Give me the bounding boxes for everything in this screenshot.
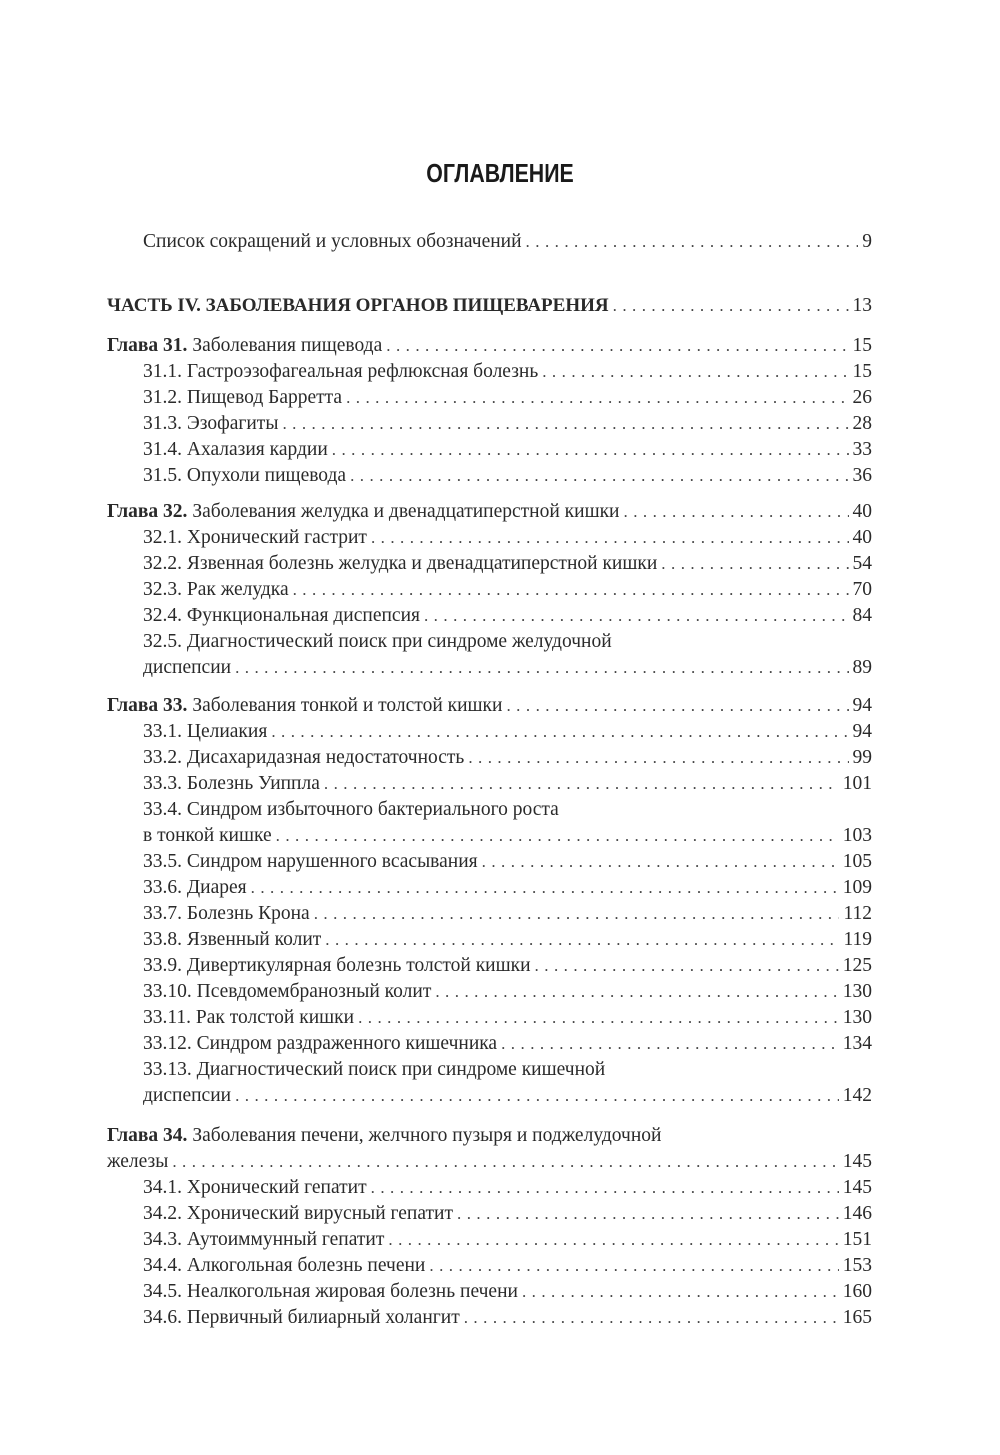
toc-page-number: 103: [842, 825, 872, 846]
toc-page-number: 165: [842, 1307, 872, 1328]
toc-page-number: 15: [852, 335, 872, 356]
section-label: 33.12. Синдром раздраженного кишечника: [143, 1031, 501, 1057]
toc-page-number: 15: [852, 361, 872, 382]
section-label: 34.4. Алкогольная болезнь печени: [143, 1253, 429, 1279]
dot-leader: [271, 719, 848, 745]
chapter-title-continuation: железы: [107, 1149, 172, 1175]
section-label: 33.5. Синдром нарушенного всасывания: [143, 849, 482, 875]
toc-entry-abbreviations[interactable]: [143, 229, 872, 255]
section-label: 31.1. Гастроэзофагеальная рефлюксная болезнь: [143, 359, 542, 385]
chapter-title: Заболевания тонкой и толстой кишки: [192, 695, 503, 716]
toc-section-31-3[interactable]: [143, 411, 872, 437]
toc-page-number: 13: [852, 295, 872, 316]
dot-leader: [457, 1201, 839, 1227]
dot-leader: [482, 849, 839, 875]
dot-leader: [235, 1083, 839, 1109]
toc-section-32-2[interactable]: [143, 551, 872, 577]
dot-leader: [468, 745, 848, 771]
toc-page-number: 89: [852, 657, 872, 678]
section-label: 33.2. Дисахаридазная недостаточность: [143, 745, 468, 771]
toc-page-number: 125: [842, 955, 872, 976]
toc-section-33-1[interactable]: [143, 719, 872, 745]
toc-page-number: 134: [842, 1033, 872, 1054]
toc-section-32-5-cont[interactable]: [143, 655, 872, 681]
dot-leader: [424, 603, 849, 629]
toc-page-number: 84: [852, 605, 872, 626]
toc-section-33-13[interactable]: 33.13. Диагностический поиск при синдроме кишечной: [143, 1059, 606, 1080]
toc-page-number: 145: [842, 1177, 872, 1198]
toc-section-34-6[interactable]: [143, 1305, 872, 1331]
section-label: 34.6. Первичный билиарный холангит: [143, 1305, 464, 1331]
dot-leader: [314, 901, 840, 927]
toc-page-number: 99: [852, 747, 872, 768]
toc-entry-label: Список сокращений и условных обозначений: [143, 229, 526, 255]
dot-leader: [526, 229, 859, 255]
toc-page-number: 105: [842, 851, 872, 872]
toc-section-34-1[interactable]: [143, 1175, 872, 1201]
section-label: 34.5. Неалкогольная жировая болезнь печени: [143, 1279, 522, 1305]
dot-leader: [325, 927, 839, 953]
toc-part-iv[interactable]: [107, 293, 872, 319]
toc-section-33-7[interactable]: [143, 901, 872, 927]
section-label: 33.6. Диарея: [143, 875, 251, 901]
toc-section-32-4[interactable]: [143, 603, 872, 629]
toc-section-34-3[interactable]: [143, 1227, 872, 1253]
toc-section-34-5[interactable]: [143, 1279, 872, 1305]
toc-section-33-8[interactable]: [143, 927, 872, 953]
section-label-continuation: диспепсии: [143, 655, 235, 681]
toc-section-33-11[interactable]: [143, 1005, 872, 1031]
toc-page-number: 33: [852, 439, 872, 460]
section-label: 33.7. Болезнь Крона: [143, 901, 314, 927]
section-label: 33.1. Целиакия: [143, 719, 271, 745]
chapter-prefix: Глава 34.: [107, 1125, 188, 1146]
toc-page-number: 36: [852, 465, 872, 486]
toc-page-number: 54: [852, 553, 872, 574]
dot-leader: [332, 437, 849, 463]
toc-section-31-4[interactable]: [143, 437, 872, 463]
section-label: 31.4. Ахалазия кардии: [143, 437, 332, 463]
toc-chapter-34[interactable]: [107, 1123, 661, 1149]
toc-section-31-1[interactable]: [143, 359, 872, 385]
dot-leader: [522, 1279, 839, 1305]
chapter-prefix: Глава 31.: [107, 335, 188, 356]
toc-section-33-9[interactable]: [143, 953, 872, 979]
section-label: 33.10. Псевдомембранозный колит: [143, 979, 435, 1005]
toc-page-number: 101: [842, 773, 872, 794]
toc-section-32-5[interactable]: 32.5. Диагностический поиск при синдроме желудочной: [143, 631, 612, 652]
page-title: ОГЛАВЛЕНИЕ: [426, 158, 574, 188]
toc-section-33-4[interactable]: 33.4. Синдром избыточного бактериального роста: [143, 799, 559, 820]
toc-section-34-2[interactable]: [143, 1201, 872, 1227]
section-label: 34.2. Хронический вирусный гепатит: [143, 1201, 457, 1227]
toc-section-34-4[interactable]: [143, 1253, 872, 1279]
toc-page-number: 119: [843, 929, 872, 950]
dot-leader: [506, 693, 848, 719]
section-label: 33.3. Болезнь Уиппла: [143, 771, 324, 797]
dot-leader: [282, 411, 848, 437]
toc-part-label: ЧАСТЬ IV. ЗАБОЛЕВАНИЯ ОРГАНОВ ПИЩЕВАРЕНИЯ: [107, 293, 613, 319]
toc-section-33-12[interactable]: [143, 1031, 872, 1057]
toc-chapter-33[interactable]: [107, 693, 872, 719]
toc-page-number: 94: [852, 721, 872, 742]
dot-leader: [464, 1305, 839, 1331]
dot-leader: [542, 359, 848, 385]
toc-section-31-2[interactable]: [143, 385, 872, 411]
dot-leader: [172, 1149, 838, 1175]
toc-section-33-6[interactable]: [143, 875, 872, 901]
toc-page-number: 151: [842, 1229, 872, 1250]
chapter-title: Заболевания пищевода: [192, 335, 383, 356]
dot-leader: [371, 525, 849, 551]
toc-chapter-34-cont[interactable]: [107, 1149, 872, 1175]
section-label: 32.1. Хронический гастрит: [143, 525, 371, 551]
section-label: 34.1. Хронический гепатит: [143, 1175, 371, 1201]
section-label: 33.8. Язвенный колит: [143, 927, 325, 953]
toc-section-33-5[interactable]: [143, 849, 872, 875]
dot-leader: [388, 1227, 838, 1253]
toc-page-number: 130: [842, 981, 872, 1002]
toc-page-number: 94: [852, 695, 872, 716]
dot-leader: [358, 1005, 839, 1031]
toc-page-number: 160: [842, 1281, 872, 1302]
toc-section-33-10[interactable]: [143, 979, 872, 1005]
dot-leader: [435, 979, 838, 1005]
toc-section-33-4-cont[interactable]: [143, 823, 872, 849]
toc-page-number: 153: [842, 1255, 872, 1276]
section-label: 31.2. Пищевод Барретта: [143, 385, 346, 411]
dot-leader: [624, 499, 849, 525]
dot-leader: [324, 771, 839, 797]
section-label: 31.3. Эзофагиты: [143, 411, 282, 437]
toc-section-31-5[interactable]: [143, 463, 872, 489]
section-label: 32.2. Язвенная болезнь желудка и двенадцатиперстной кишки: [143, 551, 661, 577]
dot-leader: [350, 463, 848, 489]
section-label: 32.4. Функциональная диспепсия: [143, 603, 424, 629]
dot-leader: [276, 823, 839, 849]
toc-page-number: 40: [852, 501, 872, 522]
toc-section-32-1[interactable]: [143, 525, 872, 551]
toc-chapter-31[interactable]: [107, 333, 872, 359]
toc-page-number: 142: [842, 1085, 872, 1106]
section-label: 34.3. Аутоиммунный гепатит: [143, 1227, 388, 1253]
dot-leader: [346, 385, 848, 411]
toc-page-number: 26: [852, 387, 872, 408]
toc-chapter-32[interactable]: [107, 499, 872, 525]
chapter-title: Заболевания желудка и двенадцатиперстной кишки: [192, 501, 620, 522]
dot-leader: [535, 953, 839, 979]
section-label-continuation: диспепсии: [143, 1083, 235, 1109]
toc-section-33-3[interactable]: [143, 771, 872, 797]
dot-leader: [661, 551, 848, 577]
dot-leader: [293, 577, 849, 603]
toc-page-number: 40: [852, 527, 872, 548]
toc-page-number: 130: [842, 1007, 872, 1028]
section-label: 33.9. Дивертикулярная болезнь толстой кишки: [143, 953, 535, 979]
toc-page-number: 109: [842, 877, 872, 898]
dot-leader: [386, 333, 848, 359]
toc-section-33-13-cont[interactable]: [143, 1083, 872, 1109]
section-label-continuation: в тонкой кишке: [143, 823, 276, 849]
dot-leader: [371, 1175, 839, 1201]
section-label: 33.11. Рак толстой кишки: [143, 1005, 358, 1031]
toc-page-number: 9: [862, 231, 872, 252]
toc-page-number: 145: [842, 1151, 872, 1172]
chapter-title: Заболевания печени, желчного пузыря и поджелудочной: [192, 1125, 662, 1146]
dot-leader: [613, 293, 849, 319]
toc-page-number: 28: [852, 413, 872, 434]
toc-page-number: 112: [843, 903, 872, 924]
section-label: 32.3. Рак желудка: [143, 577, 293, 603]
dot-leader: [501, 1031, 839, 1057]
chapter-prefix: Глава 33.: [107, 695, 188, 716]
toc-section-32-3[interactable]: [143, 577, 872, 603]
dot-leader: [251, 875, 839, 901]
toc-page-number: 146: [842, 1203, 872, 1224]
section-label: 31.5. Опухоли пищевода: [143, 463, 350, 489]
dot-leader: [429, 1253, 838, 1279]
dot-leader: [235, 655, 848, 681]
toc-section-33-2[interactable]: [143, 745, 872, 771]
toc-page-number: 70: [852, 579, 872, 600]
chapter-prefix: Глава 32.: [107, 501, 188, 522]
